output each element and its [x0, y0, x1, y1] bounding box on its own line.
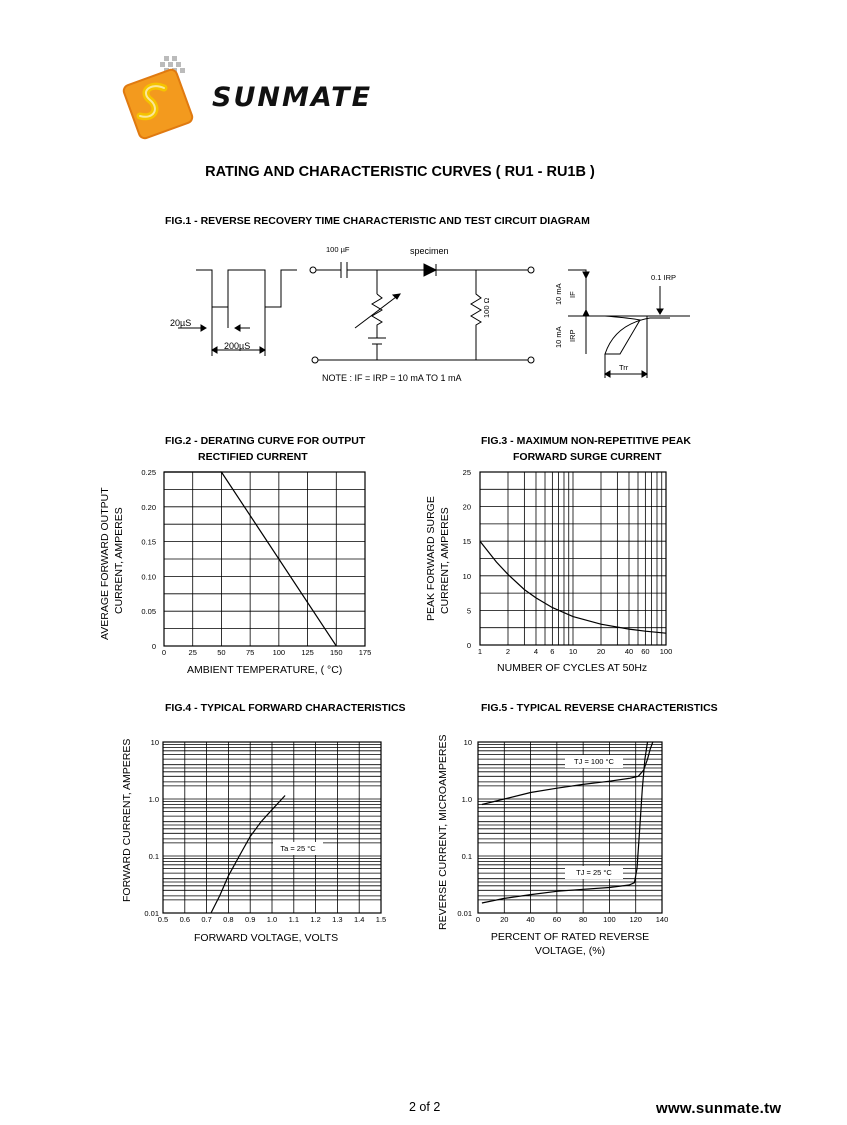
x-tick-label: 1 — [477, 647, 483, 656]
y-tick-label: 0.25 — [141, 468, 156, 477]
x-tick-label: 4 — [533, 647, 539, 656]
y-tick-label: 5 — [466, 606, 471, 616]
irp-symbol: IRP — [568, 329, 577, 342]
fig2-xlabel: AMBIENT TEMPERATURE, ( °C) — [187, 664, 343, 676]
fig3-title-1: FIG.3 - MAXIMUM NON-REPETITIVE PEAK — [481, 435, 692, 447]
output-terminal — [528, 267, 534, 273]
fig2-title-1: FIG.2 - DERATING CURVE FOR OUTPUT — [165, 435, 366, 447]
fig1-note: NOTE : IF = IRP = 10 mA TO 1 mA — [322, 373, 462, 383]
annotation-ta: Ta = 25 °C — [280, 844, 316, 853]
pulse-width-marker — [212, 307, 228, 328]
fig5-chart — [450, 730, 700, 930]
x-tick-label: 60 — [552, 915, 562, 924]
x-tick-label: 0.9 — [244, 915, 256, 924]
page-number: 2 of 2 — [409, 1100, 441, 1114]
y-tick-label: 0.15 — [141, 537, 156, 547]
fig5-title: FIG.5 - TYPICAL REVERSE CHARACTERISTICS — [481, 702, 718, 714]
x-tick-label: 125 — [301, 648, 314, 657]
fig5-xlabel-2: VOLTAGE, (%) — [534, 945, 606, 957]
y-tick-label: 1.0 — [461, 795, 472, 804]
fig3-chart — [455, 462, 695, 662]
x-tick-label: 2 — [505, 647, 511, 656]
fig3-title-2: FORWARD SURGE CURRENT — [513, 451, 662, 463]
resistor-label: 100 Ω — [482, 297, 491, 318]
fig5-ylabel: REVERSE CURRENT, MICROAMPERES — [437, 734, 449, 930]
trr-label: Trr — [619, 363, 629, 372]
fig2-title-2: RECTIFIED CURRENT — [198, 451, 308, 463]
specimen-label: specimen — [410, 246, 449, 256]
fig4-xlabel: FORWARD VOLTAGE, VOLTS — [194, 932, 339, 944]
legend-tj100: TJ = 100 °C — [574, 757, 614, 766]
if-symbol: IF — [568, 291, 577, 298]
x-tick-label: 120 — [629, 915, 642, 924]
x-tick-label: 20 — [500, 915, 509, 924]
x-tick-label: 0 — [475, 915, 481, 924]
x-tick-label: 40 — [624, 647, 634, 656]
logo — [120, 54, 195, 142]
y-tick-label: 0.05 — [141, 607, 156, 617]
x-tick-label: 10 — [568, 647, 578, 656]
fig4-ylabel: FORWARD CURRENT, AMPERES — [121, 738, 133, 902]
y-tick-label: 1.0 — [148, 795, 159, 804]
x-tick-label: 1.2 — [310, 915, 321, 924]
y-tick-label: 0 — [151, 642, 156, 651]
x-tick-label: 1.0 — [266, 915, 278, 924]
if-label: 10 mA — [554, 283, 563, 305]
irp-label: 10 mA — [554, 326, 563, 348]
logo-square — [122, 68, 194, 140]
y-tick-label: 10 — [150, 738, 159, 747]
capacitor-label: 100 µF — [326, 245, 350, 254]
page-title: RATING AND CHARACTERISTIC CURVES ( RU1 - RU1B ) — [205, 164, 595, 180]
x-tick-label: 100 — [272, 648, 286, 657]
variable-resistor-arrow — [355, 294, 400, 328]
x-tick-label: 175 — [358, 648, 372, 657]
x-tick-label: 25 — [188, 648, 197, 657]
y-tick-label: 0.01 — [457, 909, 472, 918]
fig3-xlabel: NUMBER OF CYCLES AT 50Hz — [497, 662, 648, 674]
input-terminal — [310, 267, 316, 273]
x-tick-label: 75 — [245, 648, 255, 657]
pulse-train — [196, 270, 297, 307]
capacitor — [341, 262, 347, 278]
x-tick-label: 20 — [596, 647, 606, 656]
y-tick-label: 15 — [462, 537, 471, 547]
load-resistor — [471, 270, 481, 360]
y-tick-label: 25 — [462, 468, 471, 477]
fig2-chart — [130, 462, 390, 662]
y-tick-label: 0.1 — [148, 852, 159, 861]
y-tick-label: 0.01 — [144, 909, 159, 918]
y-tick-label: 0.20 — [141, 502, 156, 512]
fig1-circuit-diagram — [160, 236, 720, 386]
x-tick-label: 80 — [578, 915, 588, 924]
y-tick-label: 0.10 — [141, 572, 156, 582]
legend-tj25: TJ = 25 °C — [576, 868, 612, 877]
x-tick-label: 100 — [659, 647, 673, 656]
x-tick-label: 0.7 — [201, 915, 212, 924]
fig4-title: FIG.4 - TYPICAL FORWARD CHARACTERISTICS — [165, 702, 406, 714]
fig3-ylabel-1: PEAK FORWARD SURGE — [425, 496, 437, 621]
y-tick-label: 0.1 — [461, 852, 472, 861]
y-tick-label: 20 — [462, 502, 471, 512]
x-tick-label: 100 — [603, 915, 616, 924]
x-tick-label: 50 — [217, 648, 226, 657]
x-tick-label: 140 — [655, 915, 669, 924]
x-tick-label: 1.4 — [353, 915, 365, 924]
x-tick-label: 1.5 — [375, 915, 387, 924]
period-label: 200µS — [224, 341, 251, 351]
tenth-irp-label: 0.1 IRP — [651, 273, 677, 282]
fig5-xlabel-1: PERCENT OF RATED REVERSE — [490, 931, 650, 943]
logo-mark — [120, 54, 195, 142]
x-tick-label: 1.1 — [288, 915, 300, 924]
x-tick-label: 150 — [330, 648, 343, 657]
series-line-0 — [482, 742, 653, 805]
fig1-title: FIG.1 - REVERSE RECOVERY TIME CHARACTERISTIC AND TEST CIRCUIT DIAGRAM — [165, 215, 590, 227]
y-tick-label: 10 — [463, 738, 472, 747]
brand-name: SUNMATE — [212, 82, 373, 113]
recovery-waveform — [568, 270, 670, 354]
website-link[interactable]: www.sunmate.tw — [656, 1100, 782, 1117]
fig2-ylabel-2: CURRENT, AMPERES — [113, 507, 125, 614]
x-tick-label: 6 — [550, 647, 555, 656]
y-tick-label: 0 — [466, 641, 471, 650]
x-tick-label: 0.8 — [223, 915, 234, 924]
y-tick-label: 10 — [462, 571, 471, 581]
fig3-ylabel-2: CURRENT, AMPERES — [439, 507, 451, 614]
pulse-width-label: 20µS — [170, 318, 192, 328]
battery — [368, 334, 386, 360]
x-tick-label: 60 — [641, 647, 650, 656]
diode — [424, 264, 436, 276]
x-tick-label: 0.5 — [157, 915, 169, 924]
x-tick-label: 1.3 — [332, 915, 343, 924]
fig4-chart — [135, 730, 395, 930]
x-tick-label: 40 — [526, 915, 535, 924]
x-tick-label: 0 — [161, 648, 167, 657]
x-tick-label: 0.6 — [179, 915, 191, 924]
fig2-ylabel-1: AVERAGE FORWARD OUTPUT — [99, 487, 111, 640]
